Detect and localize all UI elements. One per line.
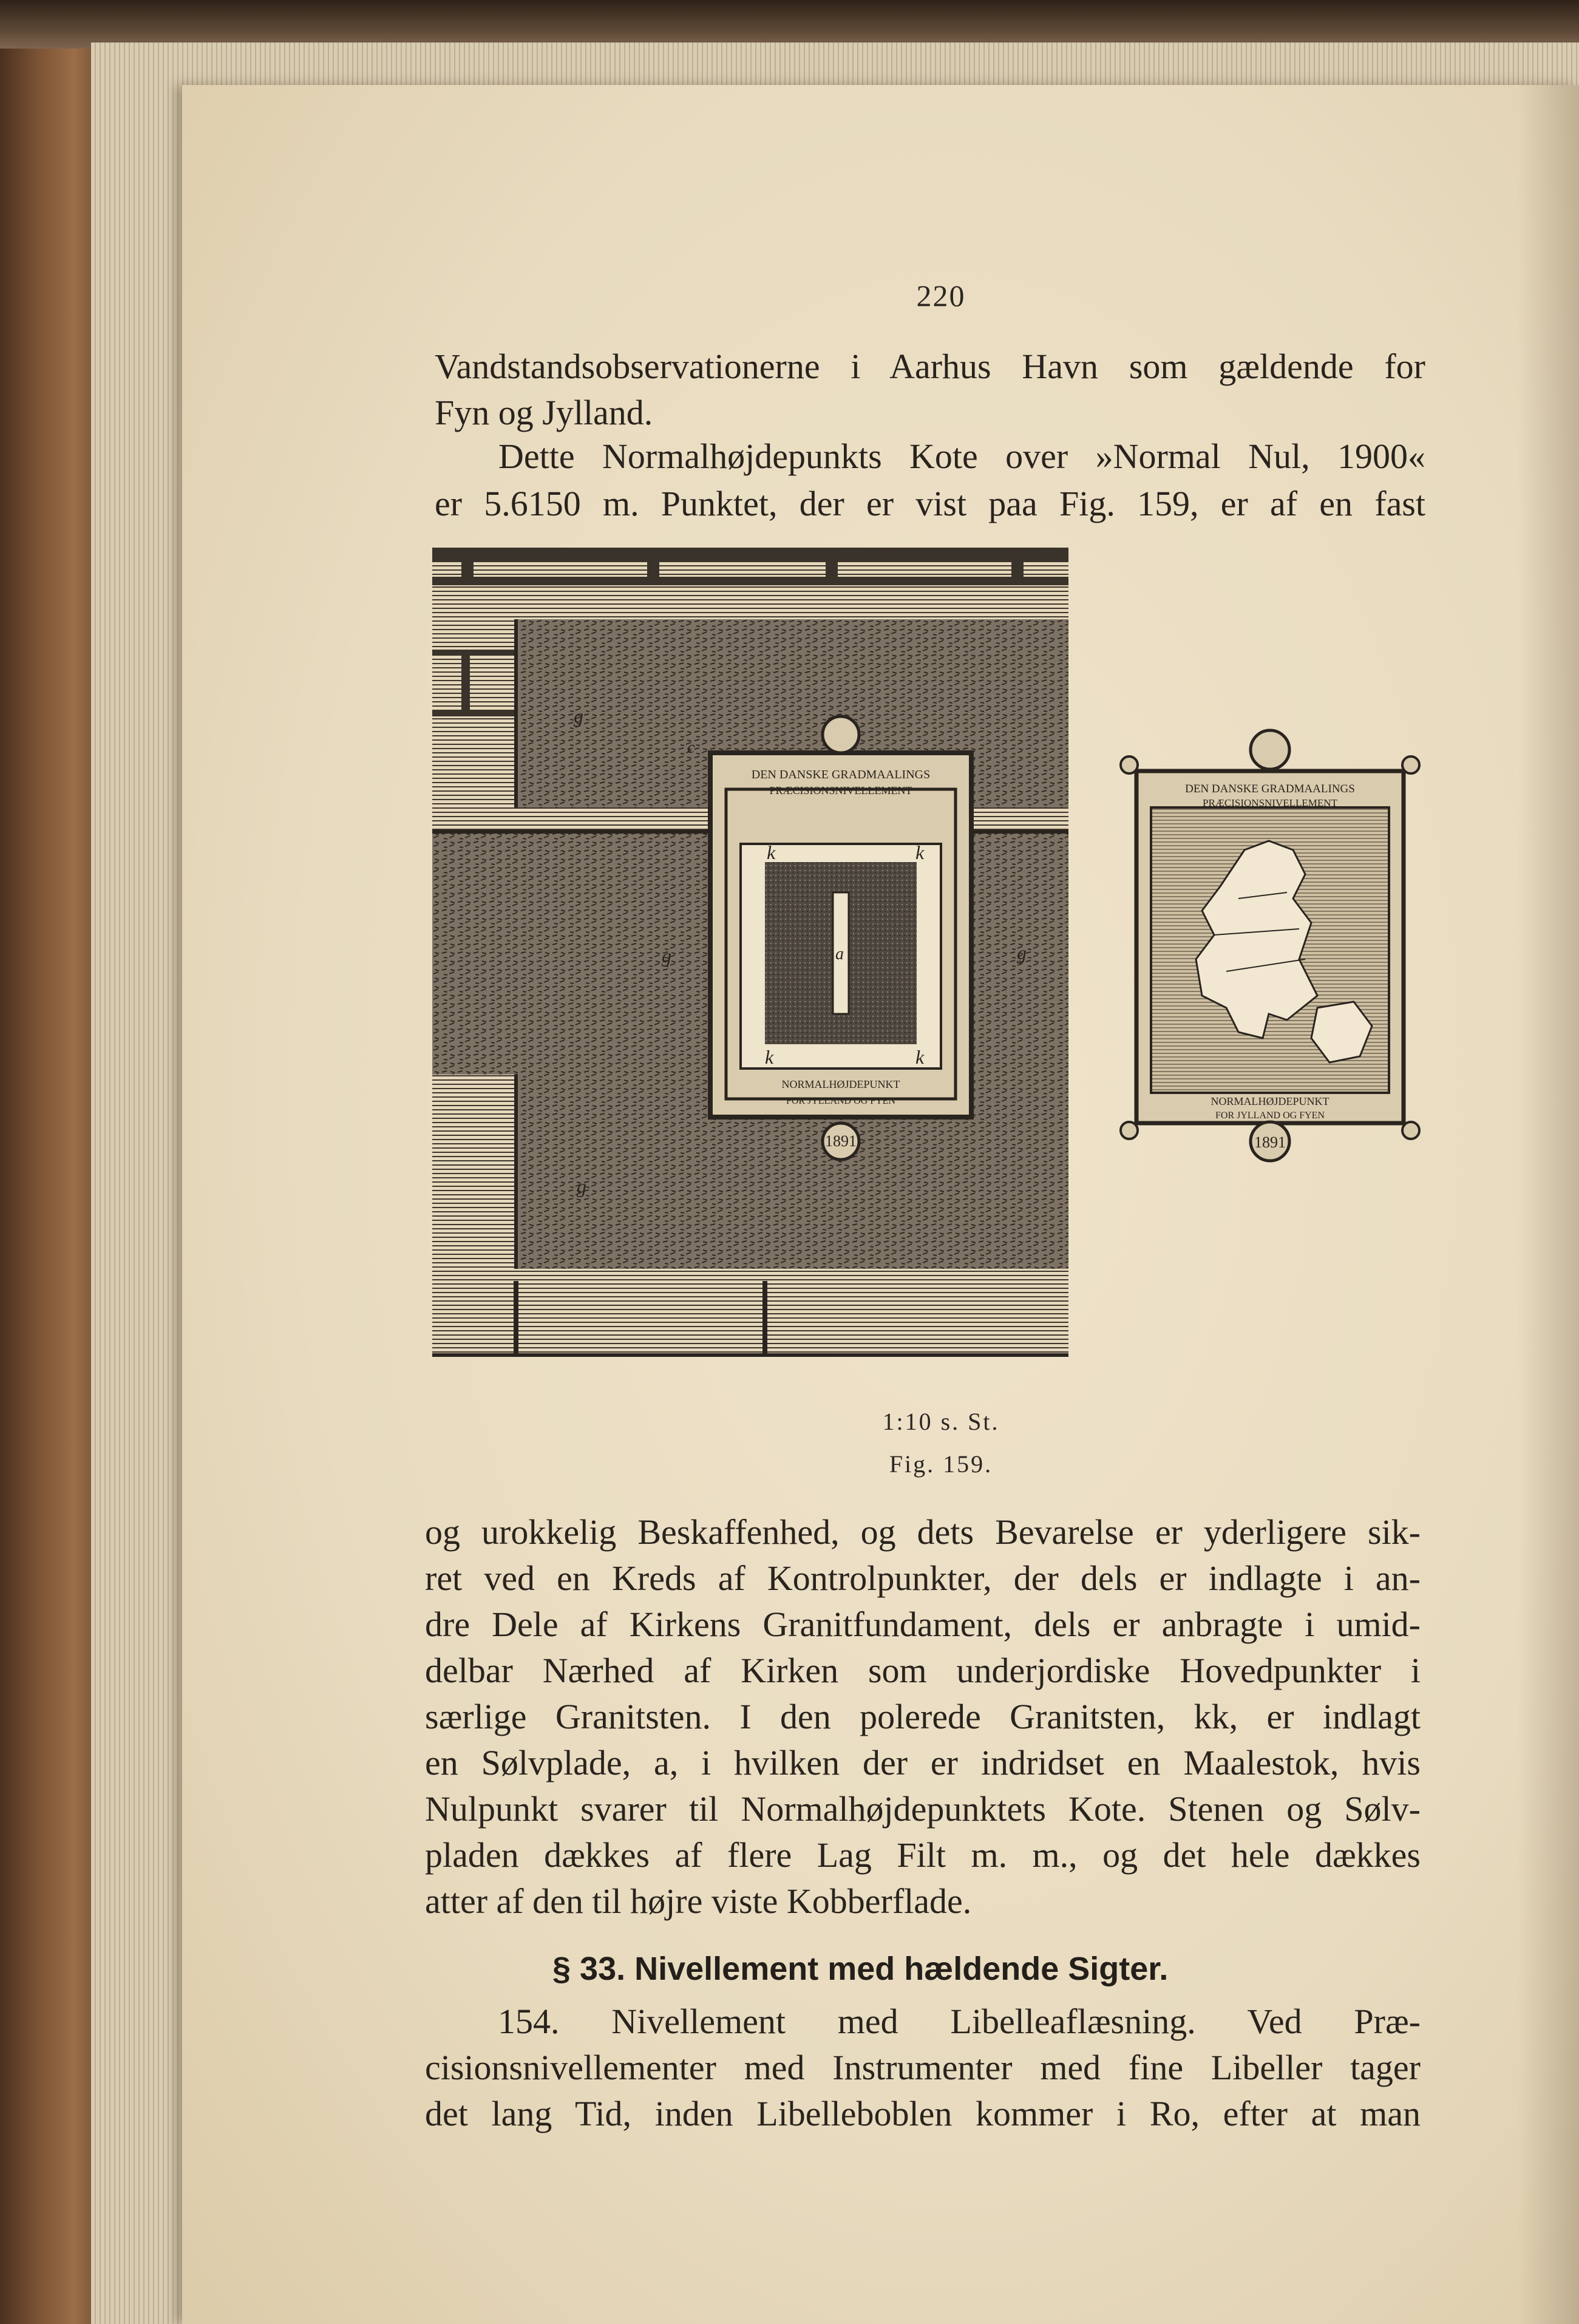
label-a: a [835, 945, 844, 963]
text-line: atter af den til højre viste Kobberflade. [425, 1881, 972, 1921]
label-k: k [915, 1046, 925, 1068]
text-line: dre Dele af Kirkens Granitfundament, dels er anbragte i umid- [425, 1605, 1421, 1644]
book-cover-spine [0, 0, 106, 2324]
figure-caption: Fig. 159. [889, 1450, 993, 1478]
paragraph-1 [435, 346, 1425, 443]
book-cover-top [0, 0, 1579, 49]
map-year: 1891 [1254, 1133, 1286, 1151]
label-k: k [767, 841, 776, 863]
label-g: g [577, 1175, 586, 1197]
label-k: k [765, 1046, 774, 1068]
label-k: k [915, 841, 925, 863]
map-title-1: DEN DANSKE GRADMAALINGS [1185, 783, 1355, 795]
text-line: cisionsnivellementer med Instrumenter med fine Libeller tager [425, 2048, 1421, 2087]
label-g: g [1017, 942, 1027, 963]
label-g: g [574, 705, 583, 727]
text-line: det lang Tid, inden Libelleboblen kommer i Ro, efter at man [425, 2094, 1421, 2133]
text-line: ret ved en Kreds af Kontrolpunkter, der dels er indlagte i an- [425, 1558, 1421, 1598]
plate-year: 1891 [825, 1132, 857, 1150]
paragraph-4 [425, 2001, 1421, 2147]
text-line: 154. Nivellement med Libelleaflæsning. Ved Præ- [498, 2002, 1421, 2041]
figure-scale: 1:10 s. St. [882, 1408, 1000, 1435]
page-number: 220 [916, 279, 966, 313]
text-line: Vandstandsobservationerne i Aarhus Havn som gældende for [435, 347, 1425, 386]
text-line: delbar Nærhed af Kirken som underjordiske Hovedpunkter i [425, 1651, 1421, 1690]
text-line: og urokkelig Beskaffenhed, og dets Bevarelse er yderligere sik- [425, 1512, 1421, 1552]
page-fold-shadow [1518, 85, 1579, 2324]
paragraph-3 [425, 1512, 1421, 1937]
plate-title-2: PRÆCISIONSNIVELLEMENT [769, 784, 912, 797]
text-line: er 5.6150 m. Punktet, der er vist paa Fig. 159, er af en fast [435, 484, 1425, 523]
plate-bottom-2: FOR JYLLAND OG FYEN [786, 1096, 896, 1106]
text-line: særlige Granitsten. I den polerede Granitsten, kk, er indlagt [425, 1697, 1421, 1736]
text-line: Nulpunkt svarer til Normalhøjdepunktets Kote. Stenen og Sølv- [425, 1789, 1421, 1829]
plate-title-1: DEN DANSKE GRADMAALINGS [751, 768, 931, 781]
text-line: Fyn og Jylland. [435, 393, 653, 432]
copper-cover-plate [1121, 730, 1419, 1161]
map-title-2: PRÆCISIONSNIVELLEMENT [1203, 797, 1337, 809]
text-line: Dette Normalhøjdepunkts Kote over »Normal Nul, 1900« [498, 437, 1425, 476]
text-line: pladen dækkes af flere Lag Filt m. m., og det hele dækkes [425, 1835, 1421, 1875]
paragraph-2 [435, 436, 1425, 533]
map-bottom-2: FOR JYLLAND OG FYEN [1215, 1110, 1325, 1121]
map-bottom-1: NORMALHØJDEPUNKT [1211, 1095, 1329, 1107]
plate-bottom-1: NORMALHØJDEPUNKT [781, 1078, 900, 1090]
label-c: c [687, 738, 695, 757]
text-line: en Sølvplade, a, i hvilken der er indridset en Maalestok, hvis [425, 1743, 1421, 1782]
figure-159 [425, 534, 1433, 1481]
label-g: g [662, 945, 671, 967]
section-heading: § 33. Nivellement med hældende Sigter. [552, 1951, 1169, 1987]
